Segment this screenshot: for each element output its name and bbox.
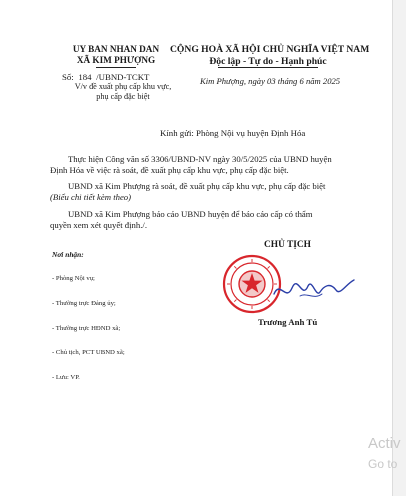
national-motto: Độc lập - Tự do - Hạnh phúc xyxy=(209,55,327,67)
subject-line-2: phụ cấp đặc biệt xyxy=(96,91,150,101)
agency-line-2: XÃ KIM PHƯỢNG xyxy=(76,55,156,65)
watermark-line-2: Go to xyxy=(368,457,398,471)
paragraph-2-line-1: UBND xã Kim Phượng rà soát, đề xuất phụ cấp khu vực, phụ cấp đặc biệt xyxy=(68,181,326,191)
paragraph-2-line-2: (Biểu chi tiết kèm theo) xyxy=(50,192,132,202)
paragraph-3-line-1: UBND xã Kim Phượng báo cáo UBND huyện để báo cáo cấp có thẩm xyxy=(68,209,313,219)
handwritten-signature-image xyxy=(270,270,360,310)
agency-underline xyxy=(96,67,136,68)
national-header xyxy=(170,44,370,67)
subject-line-1: V/v đề xuất phụ cấp khu vực, xyxy=(74,82,172,91)
ref-prefix: Số: xyxy=(62,72,74,82)
recipient-item: - Phòng Nội vụ; xyxy=(52,275,95,283)
ref-number: 184 xyxy=(78,72,92,82)
paragraph-3-line-2: quyền xem xét quyết định./. xyxy=(50,220,147,230)
document-subject xyxy=(58,82,188,101)
watermark-line-1: Activ xyxy=(368,435,401,452)
document-number xyxy=(62,72,149,82)
recipient-item: - Thường trực HĐND xã; xyxy=(52,324,121,332)
recipient-item: - Thường trực Đảng ủy; xyxy=(52,300,116,308)
activation-watermark xyxy=(368,435,401,472)
ref-suffix: /UBND-TCKT xyxy=(96,72,150,82)
paragraph-1-line-1: Thực hiện Công văn số 3306/UBND-NV ngày 30/5/2025 của UBND huyện xyxy=(68,154,332,164)
recipient-item: - Chủ tịch, PCT UBND xã; xyxy=(52,349,125,357)
motto-underline xyxy=(218,67,318,68)
paragraph-1-line-2: Định Hóa về việc rà soát, đề xuất phụ cấp khu vực, phụ cấp đặc biệt. xyxy=(50,165,289,175)
national-title: CỘNG HOÀ XÃ HỘI CHỦ NGHĨA VIỆT NAM xyxy=(170,44,370,55)
signer-title: CHỦ TỊCH xyxy=(264,240,311,250)
agency-header xyxy=(54,44,178,66)
recipients-list xyxy=(52,259,125,398)
recipient-item: - Lưu: VP. xyxy=(52,373,80,381)
place-and-date: Kim Phượng, ngày 03 tháng 6 năm 2025 xyxy=(200,76,341,86)
agency-line-1: UY BAN NHAN DAN xyxy=(72,44,160,54)
signer-name: Trương Anh Tú xyxy=(258,317,318,327)
greeting: Kính gửi: Phòng Nội vụ huyện Định Hóa xyxy=(160,128,306,138)
recipients-title: Nơi nhận: xyxy=(52,250,84,259)
